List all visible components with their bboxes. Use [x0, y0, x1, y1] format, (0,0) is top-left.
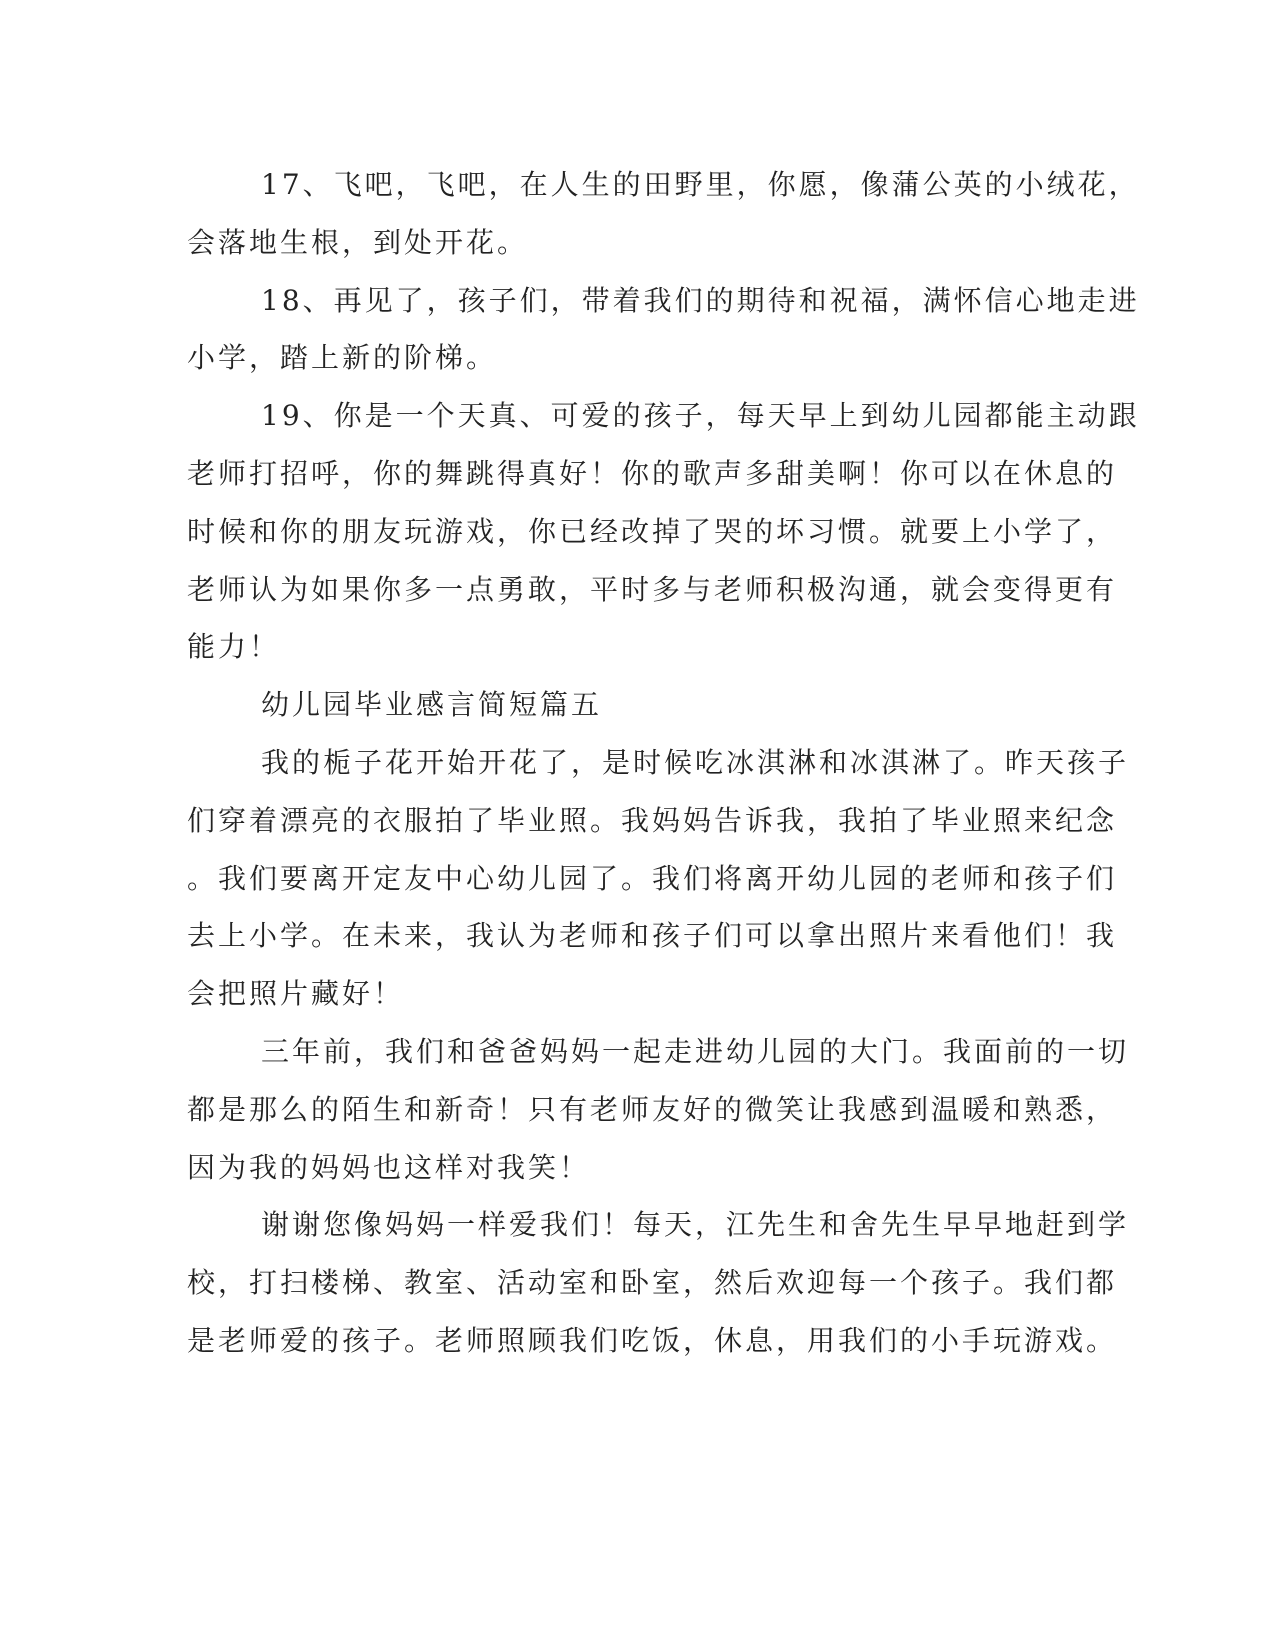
paragraph-thanks-line-2: 校，打扫楼梯、教室、活动室和卧室，然后欢迎每一个孩子。我们都: [187, 1266, 1118, 1300]
paragraph-19-line-2: 老师打招呼，你的舞跳得真好！你的歌声多甜美啊！你可以在休息的: [187, 456, 1118, 490]
paragraph-17-line-2: 会落地生根，到处开花。: [187, 225, 529, 259]
paragraph-19-line-3: 时候和你的朋友玩游戏，你已经改掉了哭的坏习惯。就要上小学了，: [187, 514, 1118, 548]
paragraph-18-line-1: 18、再见了，孩子们，带着我们的期待和祝福，满怀信心地走进: [261, 283, 1140, 317]
paragraph-19-line-4: 老师认为如果你多一点勇敢，平时多与老师积极沟通，就会变得更有: [187, 572, 1118, 606]
paragraph-three-years-line-2: 都是那么的陌生和新奇！只有老师友好的微笑让我感到温暖和熟悉，: [187, 1092, 1118, 1126]
paragraph-gardenia-line-2: 们穿着漂亮的衣服拍了毕业照。我妈妈告诉我，我拍了毕业照来纪念: [187, 803, 1118, 837]
paragraph-three-years-line-3: 因为我的妈妈也这样对我笑！: [187, 1150, 591, 1184]
paragraph-gardenia-line-4: 去上小学。在未来，我认为老师和孩子们可以拿出照片来看他们！我: [187, 919, 1118, 953]
paragraph-19-line-5: 能力！: [187, 630, 281, 664]
paragraph-gardenia-line-1: 我的栀子花开始开花了，是时候吃冰淇淋和冰淇淋了。昨天孩子: [261, 745, 1130, 779]
paragraph-thanks-line-3: 是老师爱的孩子。老师照顾我们吃饭，休息，用我们的小手玩游戏。: [187, 1323, 1118, 1357]
paragraph-three-years-line-1: 三年前，我们和爸爸妈妈一起走进幼儿园的大门。我面前的一切: [261, 1034, 1130, 1068]
paragraph-thanks-line-1: 谢谢您像妈妈一样爱我们！每天，江先生和舍先生早早地赶到学: [261, 1208, 1130, 1242]
paragraph-gardenia-line-3: 。我们要离开定友中心幼儿园了。我们将离开幼儿园的老师和孩子们: [187, 861, 1118, 895]
document-body: [187, 156, 1140, 1370]
paragraph-17-line-1: 17、飞吧，飞吧，在人生的田野里，你愿，像蒲公英的小绒花，: [261, 168, 1140, 201]
paragraph-19-line-1: 19、你是一个天真、可爱的孩子，每天早上到幼儿园都能主动跟: [261, 399, 1140, 433]
section-heading: 幼儿园毕业感言简短篇五: [261, 688, 603, 722]
paragraph-gardenia-line-5: 会把照片藏好！: [187, 977, 405, 1011]
paragraph-18-line-2: 小学，踏上新的阶梯。: [187, 341, 498, 375]
